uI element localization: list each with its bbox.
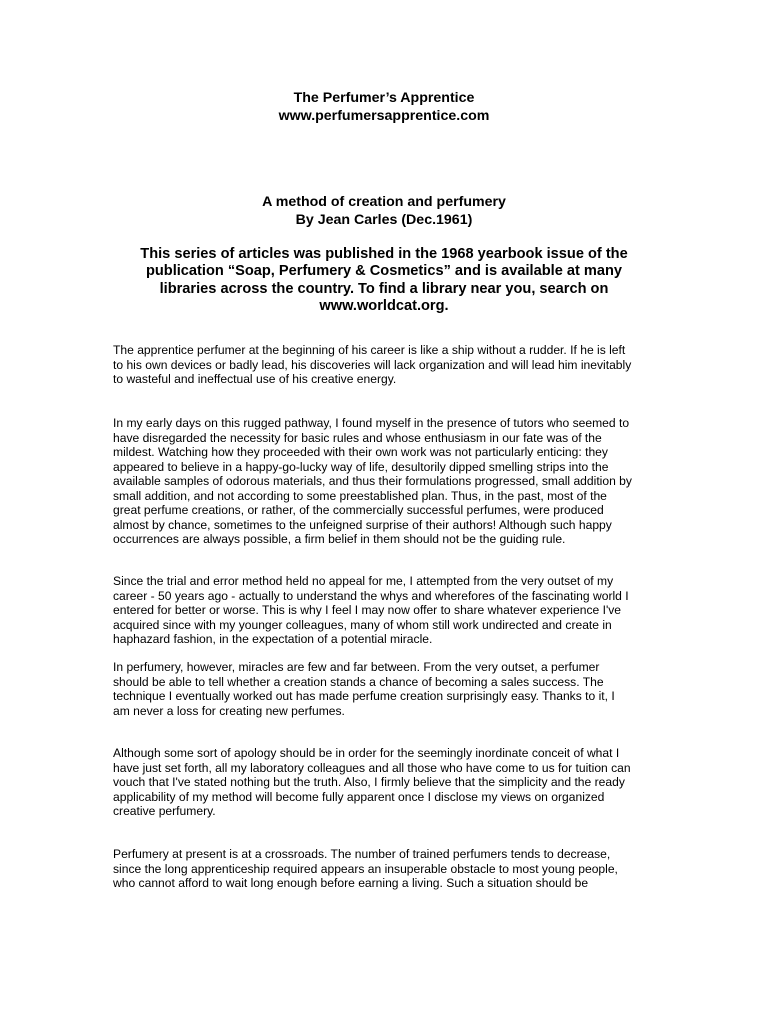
site-url: www.perfumersapprentice.com <box>278 107 490 124</box>
paragraph-line: entered for better or worse. This is why I feel I may now offer to share whatever experience I've <box>113 603 622 617</box>
notice-line: www.worldcat.org. <box>319 298 449 315</box>
body-paragraph <box>113 746 673 819</box>
paragraph-line: In my early days on this rugged pathway, I found myself in the presence of tutors who seemed to <box>113 416 630 430</box>
paragraph-line: almost by chance, sometimes to the unfeigned surprise of their authors! Although such happy <box>113 517 612 532</box>
paragraph-line: to wasteful and ineffectual use of his creative energy. <box>113 372 397 386</box>
paragraph-line: technique I eventually worked out has made perfume creation surprisingly easy. Thanks to it, I <box>113 689 615 703</box>
paragraph-line: creative perfumery. <box>113 804 216 818</box>
notice-line: This series of articles was published in the 1968 yearbook issue of the <box>140 246 628 262</box>
paragraph-line: have disregarded the necessity for basic rules and whose enthusiasm in our fate was of the <box>113 430 602 445</box>
paragraph-line: career - 50 years ago - actually to understand the whys and wherefores of the fascinating world I <box>113 588 629 603</box>
body-paragraph <box>113 660 673 718</box>
paragraph-line: appeared to believe in a happy-go-lucky way of life, desultorily dipped smelling strips into the <box>113 459 609 474</box>
paragraph-line: who cannot afford to wait long enough before earning a living. Such a situation should be <box>113 876 589 890</box>
site-name: The Perfumer’s Apprentice <box>293 90 475 106</box>
paragraph-line: In perfumery, however, miracles are few and far between. From the very outset, a perfumer <box>113 660 600 674</box>
body-paragraph <box>113 847 673 891</box>
body-paragraph <box>113 343 673 387</box>
paragraph-line: The apprentice perfumer at the beginning of his career is like a ship without a rudder. If he is left <box>113 343 626 357</box>
paragraph-line: small addition, and not according to some preestablished plan. Thus, in the past, most of the <box>113 488 607 503</box>
paragraph-line: vouch that I've stated nothing but the truth. Also, I firmly believe that the simplicity and the ready <box>113 775 625 789</box>
paragraph-line: Since the trial and error method held no appeal for me, I attempted from the very outset of my <box>113 574 614 588</box>
paragraph-line: Perfumery at present is at a crossroads. The number of trained perfumers tends to decrease, <box>113 847 611 861</box>
article-title: A method of creation and perfumery <box>262 194 506 210</box>
body-paragraph <box>113 574 673 647</box>
notice-line: libraries across the country. To find a library near you, search on <box>159 280 609 297</box>
paragraph-line: should be able to tell whether a creation stands a chance of becoming a sales success. The <box>113 674 604 689</box>
article-heading <box>0 194 768 229</box>
paragraph-line: mildest. Watching how they proceeded with their own work was not particularly enticing: they <box>113 445 608 459</box>
paragraph-line: applicability of my method will become fully apparent once I disclose my views on organized <box>113 789 605 804</box>
paragraph-line: great perfume creations, or rather, of the commercially successful perfumes, were produced <box>113 503 604 517</box>
paragraph-line: haphazard fashion, in the expectation of a potential miracle. <box>113 632 433 646</box>
publication-notice <box>0 246 768 316</box>
paragraph-line: occurrences are always possible, a firm belief in them should not be the guiding rule. <box>113 532 566 546</box>
paragraph-line: have just set forth, all my laboratory colleagues and all those who have come to us for tuition can <box>113 760 631 775</box>
notice-line: publication “Soap, Perfumery & Cosmetics” and is available at many <box>145 263 623 280</box>
paragraph-line: since the long apprenticeship required appears an insuperable obstacle to most young people, <box>113 861 618 876</box>
paragraph-line: available samples of odorous materials, and thus their formulations progressed, small addition by <box>113 474 632 488</box>
paragraph-line: to his own devices or badly lead, his discoveries will lack organization and will lead him inevitably <box>113 357 632 372</box>
paragraph-line: Although some sort of apology should be in order for the seemingly inordinate conceit of what I <box>113 746 620 760</box>
article-byline: By Jean Carles (Dec.1961) <box>295 211 473 228</box>
site-header <box>0 90 768 125</box>
body-paragraph <box>113 416 673 547</box>
paragraph-line: acquired since with my younger colleagues, many of whom still work undirected and create in <box>113 617 612 632</box>
paragraph-line: am never a loss for creating new perfumes. <box>113 703 345 718</box>
